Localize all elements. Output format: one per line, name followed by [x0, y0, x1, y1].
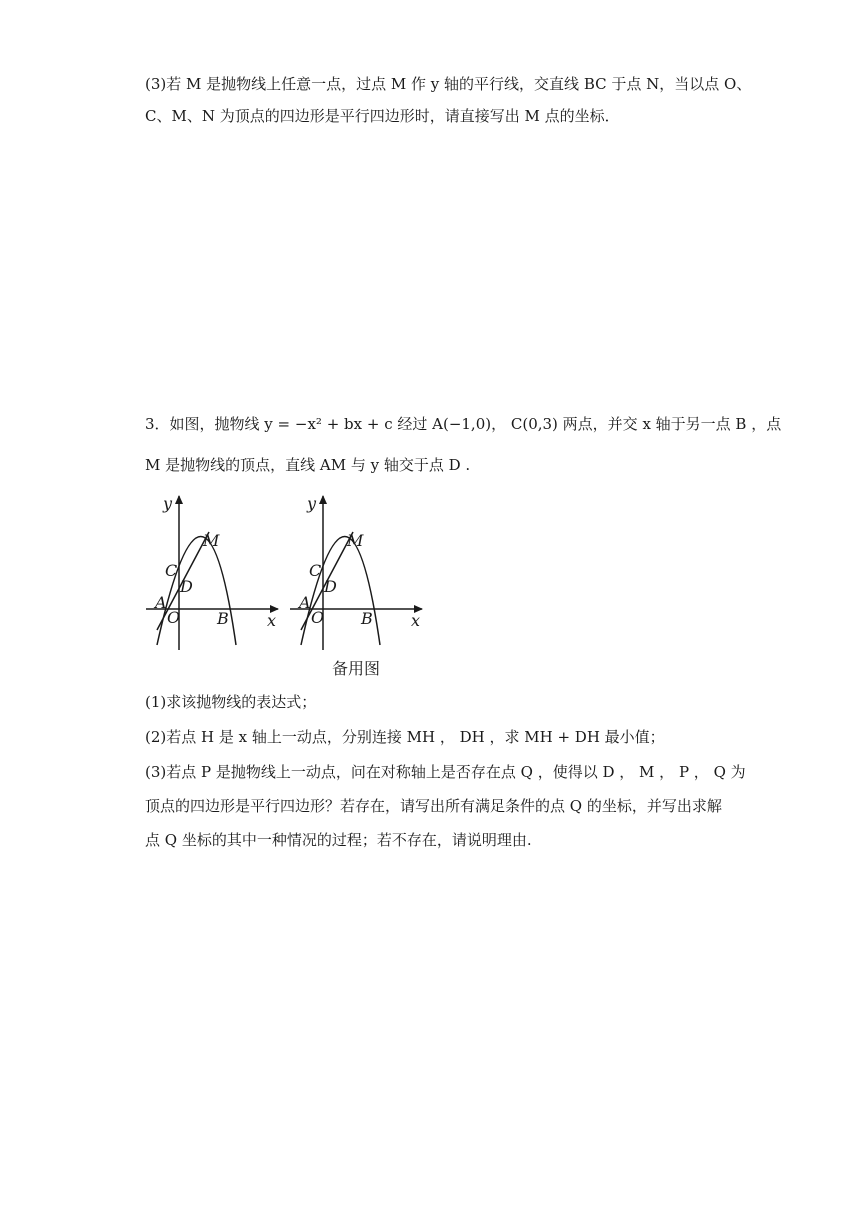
parabola-figure-backup — [286, 492, 436, 657]
label-b: B — [361, 609, 373, 628]
problem3-intro-line1: 3．如图，抛物线 y = −x² + bx + c 经过 A(−1,0)， C(0,3) 两点，并交 x 轴于另一点 B ，点 — [145, 415, 782, 433]
label-m: M — [203, 531, 220, 550]
prev-part3-line1: (3)若 M 是抛物线上任意一点，过点 M 作 y 轴的平行线，交直线 BC 于点 N，当以点 O、 — [145, 75, 752, 93]
question-3-line3: 点 Q 坐标的其中一种情况的过程；若不存在，请说明理由. — [145, 831, 532, 849]
label-y: y — [163, 494, 173, 513]
label-m: M — [347, 531, 364, 550]
label-d: D — [324, 577, 337, 596]
parabola-figure-main-svg — [142, 492, 292, 657]
label-a: A — [155, 593, 167, 612]
question-3-line2: 顶点的四边形是平行四边形？若存在，请写出所有满足条件的点 Q 的坐标，并写出求解 — [145, 797, 722, 815]
label-o: O — [311, 608, 325, 627]
label-x: x — [411, 611, 421, 630]
label-a: A — [299, 593, 311, 612]
label-x: x — [267, 611, 277, 630]
label-y: y — [307, 494, 317, 513]
label-c: C — [165, 561, 178, 580]
question-2: (2)若点 H 是 x 轴上一动点，分别连接 MH ， DH ，求 MH + DH 最小值； — [145, 728, 665, 746]
label-b: B — [217, 609, 229, 628]
parabola-curve — [301, 537, 380, 646]
label-d: D — [180, 577, 193, 596]
prev-part3-line2: C、M、N 为顶点的四边形是平行四边形时，请直接写出 M 点的坐标． — [145, 107, 620, 125]
parabola-figure-main — [142, 492, 292, 657]
label-o: O — [167, 608, 181, 627]
parabola-curve — [157, 537, 236, 646]
question-1: (1)求该抛物线的表达式； — [145, 693, 317, 711]
parabola-figure-backup-svg — [286, 492, 436, 657]
figure-caption: 备用图 — [332, 659, 381, 678]
label-c: C — [309, 561, 322, 580]
question-3-line1: (3)若点 P 是抛物线上一动点，问在对称轴上是否存在点 Q ，使得以 D ， M ， P ， Q 为 — [145, 763, 746, 781]
problem3-intro-line2: M 是抛物线的顶点，直线 AM 与 y 轴交于点 D . — [145, 456, 471, 474]
